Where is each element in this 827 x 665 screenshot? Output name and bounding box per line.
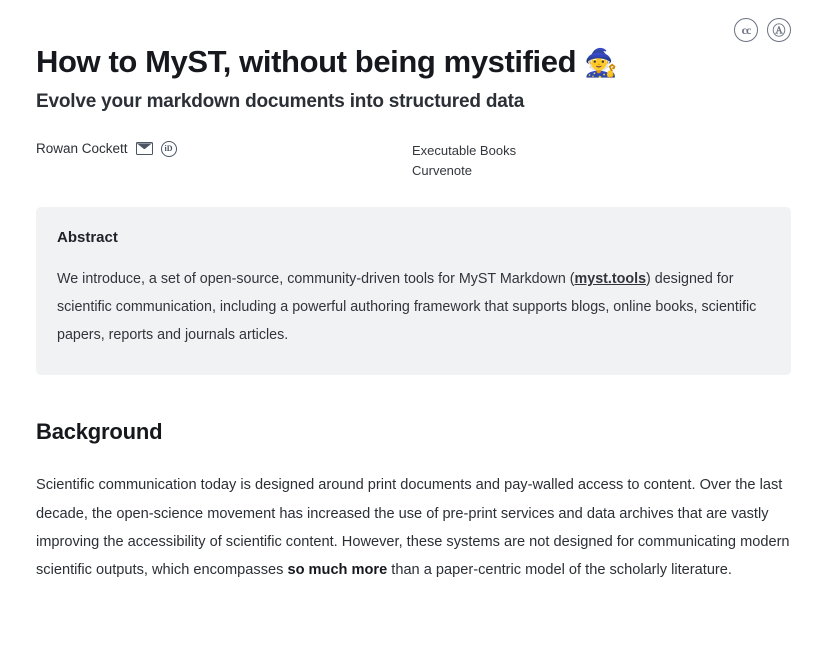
- creative-commons-icon[interactable]: cc: [734, 18, 758, 42]
- page-title: [36, 0, 791, 81]
- attribution-icon[interactable]: Ⓐ: [767, 18, 791, 42]
- page-subtitle: Evolve your markdown documents into structured data: [36, 90, 525, 112]
- paragraph-part1: Scientific communication today is designed around print documents and pay-walled access to content. Over the last decade, the open-science movement has increased the use of pre-print services and data archives that are vastly improving the accessibility of scientific content. However, these systems are not designed for communicating modern scientific outputs, which encompasses: [36, 477, 790, 578]
- mail-icon[interactable]: [136, 142, 153, 155]
- affiliation-item: Executable Books: [412, 142, 517, 158]
- myst-tools-link[interactable]: myst.tools: [574, 270, 647, 287]
- orcid-icon[interactable]: iD: [161, 141, 177, 157]
- author-entry: [36, 141, 412, 157]
- license-badges: [734, 18, 791, 42]
- affiliation-list: [412, 141, 516, 181]
- author-name[interactable]: Rowan Cockett: [36, 141, 128, 157]
- section-heading-background: Background: [36, 419, 163, 445]
- author-list: [36, 141, 412, 181]
- paragraph-emphasis: so much more: [287, 561, 388, 578]
- wizard-icon: 🧙: [584, 48, 618, 78]
- affiliation-item: Curvenote: [412, 162, 472, 178]
- article-metadata: [36, 141, 791, 181]
- paragraph-part2: than a paper-centric model of the scholarly literature.: [387, 561, 732, 578]
- page-title-text: How to MyST, without being mystified: [36, 44, 577, 79]
- abstract-text: [57, 266, 770, 350]
- abstract-text-part1: We introduce, a set of open-source, community-driven tools for MyST Markdown (: [57, 270, 575, 287]
- section-paragraph: [36, 471, 791, 583]
- abstract-panel: [36, 207, 791, 376]
- abstract-heading: Abstract: [57, 228, 118, 246]
- abstract-text-part2: ) designed for scientific communication, including a powerful authoring framework that supports blogs, online books, scientific papers, reports and journals articles.: [57, 270, 757, 343]
